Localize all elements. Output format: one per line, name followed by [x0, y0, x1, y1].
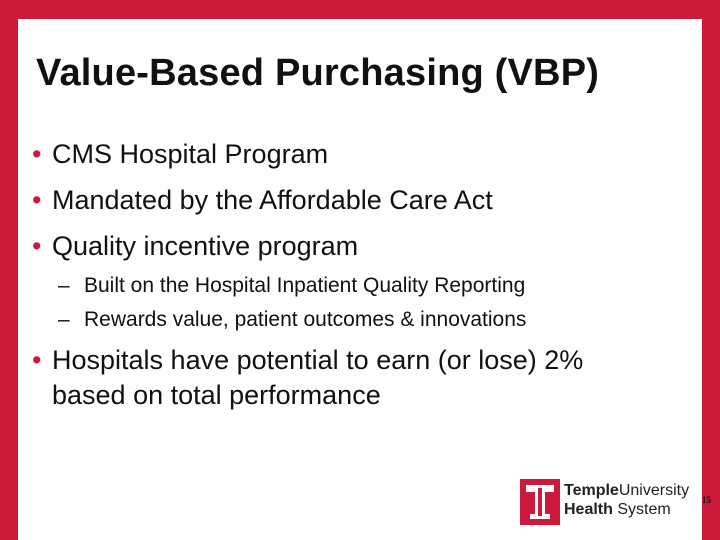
- dash-glyph: –: [58, 308, 70, 331]
- sub-bullet-item: [32, 273, 692, 299]
- bullet-list: [32, 137, 692, 425]
- dash-glyph: –: [58, 274, 70, 297]
- bullet-glyph: •: [32, 231, 42, 261]
- slide-title: Value-Based Purchasing (VBP): [36, 52, 600, 94]
- bullet-text: Quality incentive program: [52, 231, 359, 261]
- logo-word: University: [618, 482, 690, 499]
- bullet-item: [32, 229, 692, 263]
- sub-bullet-text: Built on the Hospital Inpatient Quality Reporting: [84, 274, 526, 297]
- bullet-glyph: •: [32, 345, 42, 375]
- bullet-text: Hospitals have potential to earn (or lose) 2%: [52, 345, 584, 375]
- temple-t-icon: [520, 479, 560, 525]
- bullet-glyph: •: [32, 139, 42, 169]
- logo-word: System: [617, 501, 671, 518]
- bullet-item: [32, 343, 692, 413]
- logo-word: Temple: [564, 482, 619, 499]
- slide-canvas: [18, 19, 711, 540]
- logo-word: Health: [564, 501, 613, 518]
- temple-health-logo: [520, 479, 690, 525]
- bullet-item: [32, 137, 692, 171]
- bullet-glyph: •: [32, 185, 42, 215]
- bullet-item: [32, 183, 692, 217]
- sub-bullet-item: [32, 307, 692, 333]
- logo-wordmark: [564, 481, 689, 519]
- bullet-text-continued: based on total performance: [52, 380, 381, 410]
- bullet-text: Mandated by the Affordable Care Act: [52, 185, 493, 215]
- sub-bullet-text: Rewards value, patient outcomes & innovations: [84, 308, 527, 331]
- bullet-text: CMS Hospital Program: [52, 139, 329, 169]
- page-number: 15: [702, 495, 711, 505]
